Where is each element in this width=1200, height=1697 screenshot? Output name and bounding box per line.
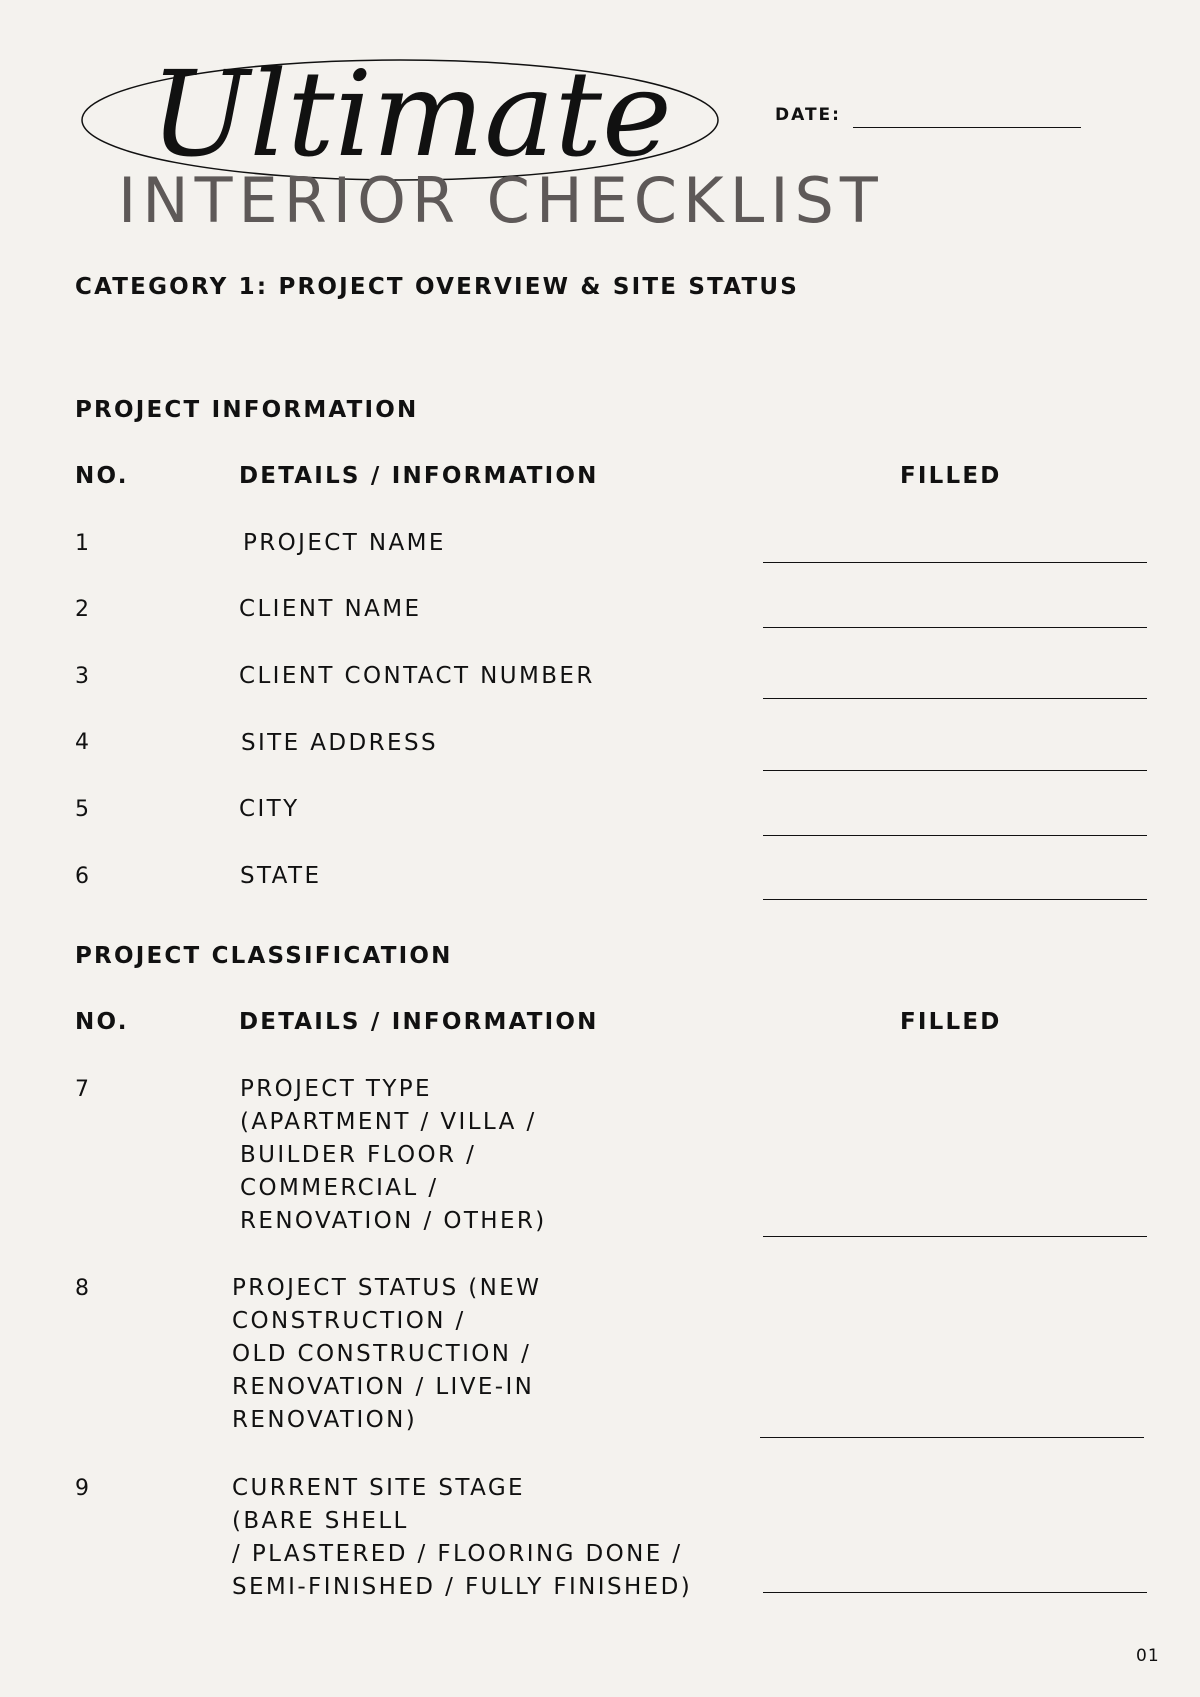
row-number: 9 [75,1476,90,1501]
row-number: 1 [75,531,90,556]
row-number: 4 [75,730,90,755]
row-label: CITY [239,796,300,822]
section-title-project-information: PROJECT INFORMATION [75,397,419,423]
row-label: PROJECT STATUS (NEW CONSTRUCTION / OLD CONSTRUCTION / RENOVATION / LIVE-IN RENOVATION) [232,1275,542,1433]
row-label: CLIENT NAME [239,596,422,622]
row-label: CLIENT CONTACT NUMBER [239,663,595,689]
row-label: PROJECT NAME [243,530,446,556]
column-header-details: DETAILS / INFORMATION [239,1009,599,1035]
fill-line[interactable] [763,899,1147,900]
fill-line[interactable] [763,770,1147,771]
subtitle: INTERIOR CHECKLIST [118,164,884,237]
column-header-no: NO. [75,1009,129,1035]
section-title-project-classification: PROJECT CLASSIFICATION [75,943,453,969]
row-number: 5 [75,797,90,822]
column-header-filled: FILLED [900,1009,1002,1035]
fill-line[interactable] [763,562,1147,563]
row-number: 6 [75,864,90,889]
fill-line[interactable] [763,1592,1147,1593]
column-header-no: NO. [75,463,129,489]
date-field-line[interactable] [853,127,1081,128]
row-label: CURRENT SITE STAGE (BARE SHELL / PLASTERED / FLOORING DONE / SEMI-FINISHED / FULLY FINISHED) [232,1475,693,1600]
row-number: 3 [75,664,90,689]
column-header-filled: FILLED [900,463,1002,489]
category-title: CATEGORY 1: PROJECT OVERVIEW & SITE STATUS [75,274,800,300]
date-label: DATE: [775,105,841,125]
fill-line[interactable] [763,1236,1147,1237]
column-header-details: DETAILS / INFORMATION [239,463,599,489]
row-number: 7 [75,1077,90,1102]
fill-line[interactable] [763,698,1147,699]
row-label: SITE ADDRESS [241,730,438,756]
row-number: 8 [75,1276,90,1301]
row-label: STATE [240,863,322,889]
row-label: PROJECT TYPE (APARTMENT / VILLA / BUILDER FLOOR / COMMERCIAL / RENOVATION / OTHER) [240,1076,547,1234]
fill-line[interactable] [760,1437,1144,1438]
logo-script-title: Ultimate [150,45,672,183]
fill-line[interactable] [763,627,1147,628]
page-number: 01 [1136,1646,1160,1666]
row-number: 2 [75,597,90,622]
fill-line[interactable] [763,835,1147,836]
